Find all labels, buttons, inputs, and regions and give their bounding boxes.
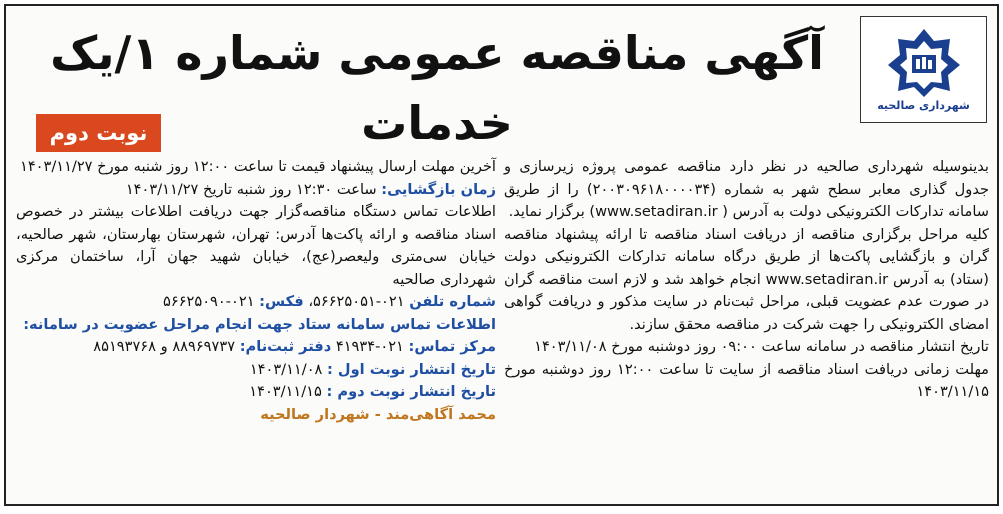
logo-caption: شهرداری صالحیه [877,99,970,112]
pub2-value: ۱۴۰۳/۱۱/۱۵ [249,383,327,400]
phone-fax [16,291,496,314]
reg-label: دفتر ثبت‌نام: [239,338,332,355]
pub2-label: تاریخ انتشار نوبت دوم : [326,383,496,400]
document-deadline-paragraph: مهلت زمانی دریافت اسناد مناقصه از سایت تا ساعت ۱۲:۰۰ روز دوشنبه مورخ ۱۴۰۳/۱۱/۱۵ [504,360,990,400]
second-publication [16,381,496,404]
opening-value: ساعت ۱۲:۳۰ روز شنبه تاریخ ۱۴۰۳/۱۱/۲۷ [125,180,382,198]
setad-info: اطلاعات تماس سامانه ستاد جهت انجام مراحل عضویت در سامانه: [23,315,496,333]
bid-deadline: آخرین مهلت ارسال پیشنهاد قیمت تا ساعت ۱۲:۰۰ روز شنبه مورخ ۱۴۰۳/۱۱/۲۷ [19,158,496,175]
pub1-value: ۱۴۰۳/۱۱/۰۸ [249,360,328,378]
publish-date-paragraph: تاریخ انتشار مناقصه در سامانه ساعت ۰۹:۰۰ روز دوشنبه مورخ ۱۴۰۳/۱۱/۰۸ [534,338,989,355]
fax-value: ۰۲۱-۵۶۶۲۵۰۹۰ [163,293,260,310]
phone-value: ۰۲۱-۵۶۶۲۵۰۵۱، [303,293,410,310]
opening-time [16,179,496,202]
support-value: ۰۲۱-۴۱۹۳۴ [331,338,409,355]
support-contacts [16,336,496,359]
right-column [504,156,989,404]
process-paragraph: کلیه مراحل برگزاری مناقصه از دریافت اسناد مناقصه تا ارائه پیشنهاد مناقصه گران و بازگشایی پاکت‌ها از طریق درگاه سامانه تدارکات الکترونیکی دولت (ستاد) به آدرس www.setadiran.ir انجام خواهد شد و لازم است مناقصه گران در صورت عدم عضویت قبلی، مراحل ثبت‌نام در سایت مذکور و دریافت گواهی امضای الکترونیکی را جهت شرکت در مناقصه محقق سازند. [504,225,989,333]
second-round-badge: نوبت دوم [36,114,161,152]
left-column [16,156,496,426]
phone-label: شماره تلفن [409,293,496,310]
support-label: مرکز تماس: [408,338,496,355]
intro-paragraph: بدینوسیله شهرداری صالحیه در نظر دارد مناقصه عمومی پروژه زیرسازی و جدول گذاری معابر سطح شهر به شماره (۲۰۰۳۰۹۶۱۸۰۰۰۰۳۴) را از طریق سامانه تدارکات الکترونیکی دولت به آدرس ( www.setadiran.ir) برگزار نماید. [504,158,989,220]
pub1-label: تاریخ انتشار نوبت اول : [327,360,496,378]
municipality-logo [860,16,987,123]
tehran-municipality-logo-icon [884,27,964,97]
first-publication [16,359,496,382]
reg-value: ۸۸۹۶۹۷۳۷ و ۸۵۱۹۳۷۶۸ [93,338,240,355]
fax-label: فکس: [259,293,304,310]
contact-info: اطلاعات تماس دستگاه مناقصه‌گزار جهت دریافت اطلاعات بیشتر در خصوص اسناد مناقصه و ارائه پاکت‌ها آدرس: تهران، شهرستان بهارستان، شهر صالحیه، خیابان سی‌متری ولیعصر(عج)، خیابان شهید جهان آرا، ساختمان مرکزی شهرداری صالحیه [16,203,496,288]
opening-label: زمان بازگشایی: [381,180,496,198]
mayor-signature: محمد آگاهی‌مند - شهردار صالحیه [260,405,496,423]
tender-notice [4,4,999,506]
notice-title: آگهی مناقصه عمومی شماره ۱/یک خدمات [50,26,824,150]
